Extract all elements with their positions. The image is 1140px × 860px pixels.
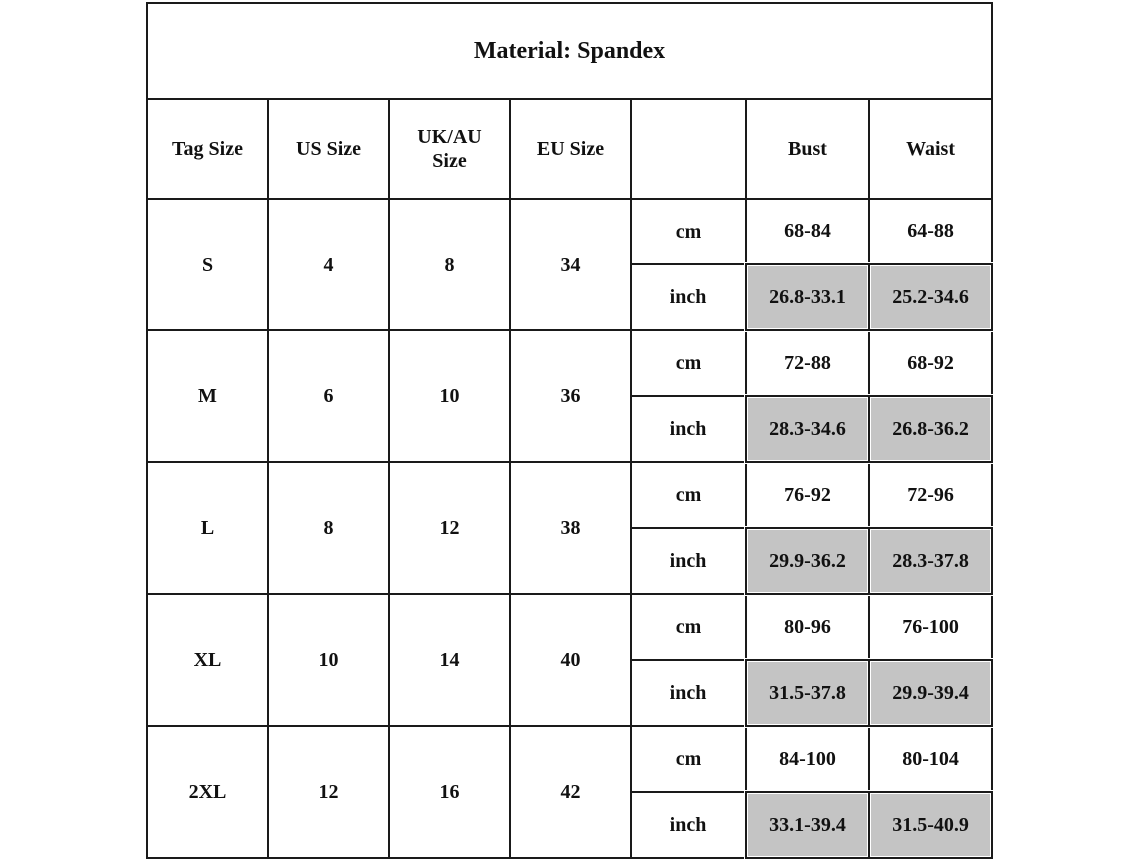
us-size-cell: 10	[268, 594, 389, 726]
waist-cm-cell: 76-100	[869, 594, 992, 660]
eu-size-cell: 40	[510, 594, 631, 726]
uk-au-size-cell: 16	[389, 726, 510, 858]
uk-au-size-cell: 8	[389, 199, 510, 330]
size-chart-table	[146, 2, 994, 860]
waist-cm-cell: 68-92	[869, 330, 992, 396]
header-eu-size: EU Size	[510, 99, 631, 199]
table-row	[147, 726, 992, 792]
bust-cm-cell: 68-84	[746, 199, 869, 264]
bust-cm-cell: 72-88	[746, 330, 869, 396]
unit-cm-cell: cm	[631, 330, 746, 396]
eu-size-cell: 38	[510, 462, 631, 594]
unit-cm-cell: cm	[631, 726, 746, 792]
header-uk-au-size	[389, 99, 510, 199]
table-row	[147, 594, 992, 660]
waist-inch-cell: 28.3-37.8	[869, 528, 992, 594]
bust-inch-cell: 28.3-34.6	[746, 396, 869, 462]
header-uk-au-line2: Size	[432, 150, 467, 172]
unit-inch-cell: inch	[631, 792, 746, 858]
waist-inch-cell: 26.8-36.2	[869, 396, 992, 462]
unit-inch-cell: inch	[631, 528, 746, 594]
header-tag-size: Tag Size	[147, 99, 268, 199]
eu-size-cell: 42	[510, 726, 631, 858]
unit-inch-cell: inch	[631, 264, 746, 330]
waist-inch-cell: 31.5-40.9	[869, 792, 992, 858]
waist-inch-cell: 29.9-39.4	[869, 660, 992, 726]
bust-cm-cell: 84-100	[746, 726, 869, 792]
us-size-cell: 4	[268, 199, 389, 330]
header-unit	[631, 99, 746, 199]
unit-cm-cell: cm	[631, 199, 746, 264]
waist-cm-cell: 72-96	[869, 462, 992, 528]
title-row	[147, 3, 992, 99]
table-row	[147, 199, 992, 264]
tag-size-cell: M	[147, 330, 268, 462]
tag-size-cell: 2XL	[147, 726, 268, 858]
bust-cm-cell: 76-92	[746, 462, 869, 528]
eu-size-cell: 36	[510, 330, 631, 462]
us-size-cell: 12	[268, 726, 389, 858]
bust-inch-cell: 26.8-33.1	[746, 264, 869, 330]
uk-au-size-cell: 14	[389, 594, 510, 726]
uk-au-size-cell: 10	[389, 330, 510, 462]
unit-cm-cell: cm	[631, 462, 746, 528]
unit-inch-cell: inch	[631, 660, 746, 726]
us-size-cell: 8	[268, 462, 389, 594]
header-waist: Waist	[869, 99, 992, 199]
table-row	[147, 462, 992, 528]
waist-cm-cell: 64-88	[869, 199, 992, 264]
header-uk-au-line1: UK/AU	[417, 126, 482, 148]
uk-au-size-cell: 12	[389, 462, 510, 594]
bust-cm-cell: 80-96	[746, 594, 869, 660]
tag-size-cell: L	[147, 462, 268, 594]
header-us-size: US Size	[268, 99, 389, 199]
table-row	[147, 330, 992, 396]
waist-inch-cell: 25.2-34.6	[869, 264, 992, 330]
chart-title: Material: Spandex	[147, 3, 992, 99]
tag-size-cell: S	[147, 199, 268, 330]
us-size-cell: 6	[268, 330, 389, 462]
eu-size-cell: 34	[510, 199, 631, 330]
header-row	[147, 99, 992, 199]
header-bust: Bust	[746, 99, 869, 199]
tag-size-cell: XL	[147, 594, 268, 726]
bust-inch-cell: 31.5-37.8	[746, 660, 869, 726]
waist-cm-cell: 80-104	[869, 726, 992, 792]
bust-inch-cell: 29.9-36.2	[746, 528, 869, 594]
unit-inch-cell: inch	[631, 396, 746, 462]
unit-cm-cell: cm	[631, 594, 746, 660]
bust-inch-cell: 33.1-39.4	[746, 792, 869, 858]
